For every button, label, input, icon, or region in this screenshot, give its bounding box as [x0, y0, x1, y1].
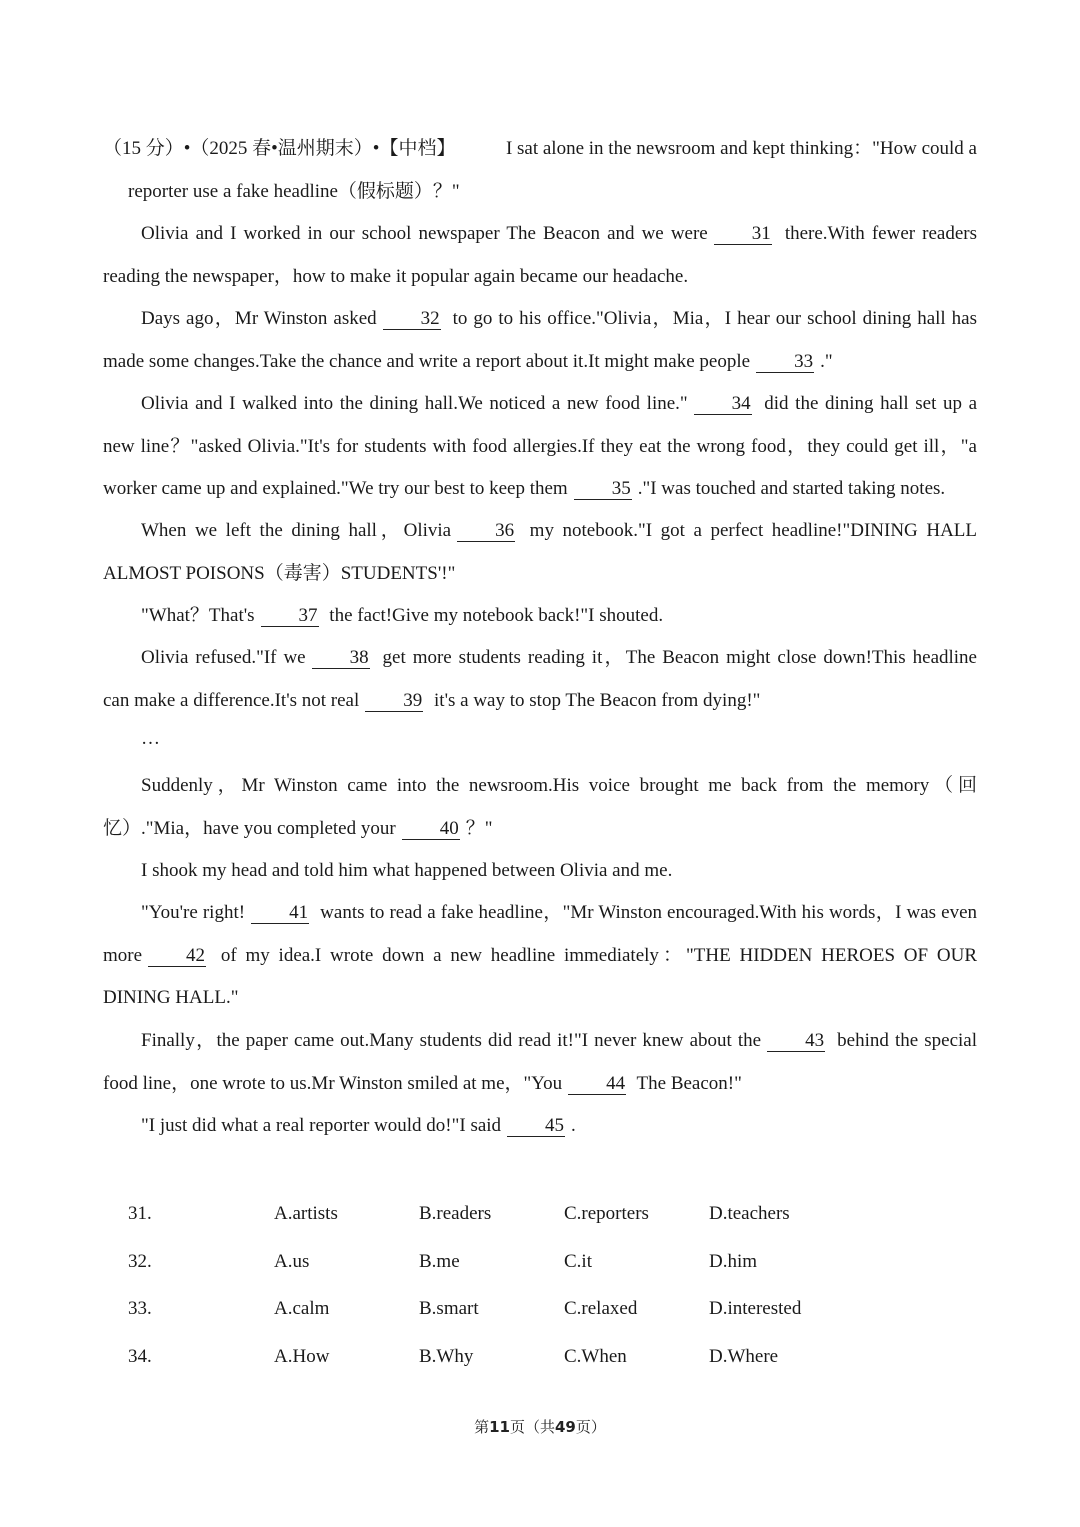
text: ？" — [465, 817, 493, 839]
paragraph-11 — [103, 1105, 977, 1148]
paragraph-4 — [103, 510, 977, 595]
blank-39: 39 — [365, 691, 423, 712]
text: Suddenly，Mr Winston came into the newsroom.His voice brought me back from the memory（回忆）."Mia，have you completed your — [103, 775, 977, 839]
blank-33: 33 — [756, 352, 814, 373]
option-d[interactable]: D.interested — [709, 1298, 802, 1319]
option-c[interactable]: C.reporters — [564, 1203, 649, 1224]
blank-31: 31 — [714, 224, 772, 245]
text: ." — [820, 350, 833, 372]
page-number: 11 — [489, 1418, 510, 1436]
footer-text: 页） — [575, 1418, 606, 1436]
text: my notebook."I got a perfect headline!"DINING HALL ALMOST POISONS（毒害）STUDENTS'!" — [103, 520, 978, 584]
passage-first-line: I sat alone in the newsroom and kept thinking："How could a — [505, 138, 977, 159]
text: "I just did what a real reporter would do!"I said — [141, 1115, 502, 1136]
text: The Beacon!" — [636, 1072, 742, 1094]
text: Olivia and I walked into the dining hall.We noticed a new food line." — [141, 393, 688, 414]
paragraph-3 — [103, 383, 977, 511]
text: . — [571, 1115, 576, 1136]
text: "What？That's — [141, 605, 255, 626]
option-b[interactable]: B.smart — [419, 1298, 479, 1319]
blank-38: 38 — [312, 648, 370, 669]
text: I shook my head and told him what happened between Olivia and me. — [141, 860, 673, 881]
blank-42: 42 — [148, 946, 206, 967]
text: wants to read a fake headline，"Mr Winston encouraged.With his words，I was even more — [103, 902, 978, 966]
option-a[interactable]: A.calm — [274, 1298, 330, 1319]
blank-32: 32 — [383, 309, 441, 330]
option-a[interactable]: A.How — [274, 1346, 330, 1367]
text: Finally，the paper came out.Many students did read it!"I never knew about the — [141, 1030, 762, 1051]
ellipsis: … — [141, 728, 160, 749]
footer-text: 页（共 — [509, 1418, 555, 1436]
text: "You're right! — [141, 902, 246, 923]
text: Olivia and I worked in our school newspaper The Beacon and we were — [141, 223, 708, 244]
paragraph-5 — [103, 595, 977, 638]
paragraph-6 — [103, 637, 977, 722]
option-b[interactable]: B.Why — [419, 1346, 474, 1367]
text: to go to his office."Olivia，Mia，I hear our school dining hall has made some changes.Take the chance and write a report about it.It might make people — [103, 308, 977, 372]
text: When we left the dining hall，Olivia — [141, 520, 452, 541]
option-d[interactable]: D.him — [709, 1251, 758, 1272]
blank-44: 44 — [568, 1074, 626, 1095]
paragraph-7 — [103, 765, 977, 850]
option-number: 31. — [128, 1203, 152, 1224]
text: Olivia refused."If we — [141, 647, 306, 668]
option-d[interactable]: D.Where — [709, 1346, 779, 1367]
option-c[interactable]: C.When — [564, 1346, 627, 1367]
paragraph-8 — [103, 850, 977, 893]
paragraph-10 — [103, 1020, 977, 1105]
option-d[interactable]: D.teachers — [709, 1203, 790, 1224]
option-number: 32. — [128, 1251, 152, 1272]
blank-34: 34 — [694, 394, 752, 415]
text: it's a way to stop The Beacon from dying!" — [434, 689, 761, 711]
blank-37: 37 — [261, 606, 319, 627]
paragraph-1 — [103, 213, 977, 298]
option-b[interactable]: B.me — [419, 1251, 460, 1272]
page-footer — [0, 1416, 1080, 1437]
text: the fact!Give my notebook back!"I shouted. — [329, 605, 664, 626]
option-c[interactable]: C.it — [564, 1251, 592, 1272]
text: behind the special food line，one wrote to us.Mr Winston smiled at me，"You — [103, 1030, 977, 1094]
question-header — [103, 128, 977, 213]
text: Days ago，Mr Winston asked — [141, 308, 377, 329]
option-a[interactable]: A.artists — [274, 1203, 338, 1224]
footer-text: 第 — [474, 1418, 490, 1436]
option-number: 34. — [128, 1346, 152, 1367]
blank-41: 41 — [251, 903, 309, 924]
text: of my idea.I wrote down a new headline immediately："THE HIDDEN HEROES OF OUR DINING HALL." — [103, 944, 978, 1008]
question-meta: （15 分）•（2025 春•温州期末）•【中档】 — [103, 138, 456, 159]
total-pages: 49 — [555, 1418, 576, 1436]
text: did the dining hall set up a new line？"asked Olivia."It's for students with food allergies.If they eat the wrong food，they could get ill，"a worker came up and explained."We try our best to keep them — [103, 393, 978, 499]
text: ."I was touched and started taking notes. — [637, 478, 946, 499]
paragraph-9 — [103, 892, 977, 1020]
paragraph-2 — [103, 298, 977, 383]
passage-second-line: reporter use a fake headline（假标题）？" — [128, 180, 460, 202]
blank-40: 40 — [402, 819, 460, 840]
text: get more students reading it，The Beacon might close down!This headline can make a difference.It's not real — [103, 647, 977, 711]
option-b[interactable]: B.readers — [419, 1203, 492, 1224]
option-a[interactable]: A.us — [274, 1251, 310, 1272]
option-c[interactable]: C.relaxed — [564, 1298, 638, 1319]
blank-43: 43 — [767, 1031, 825, 1052]
option-number: 33. — [128, 1298, 152, 1319]
blank-35: 35 — [574, 479, 632, 500]
blank-36: 36 — [457, 521, 515, 542]
blank-45: 45 — [507, 1116, 565, 1137]
text: there.With fewer readers reading the newspaper，how to make it popular again became our headache. — [103, 223, 977, 287]
